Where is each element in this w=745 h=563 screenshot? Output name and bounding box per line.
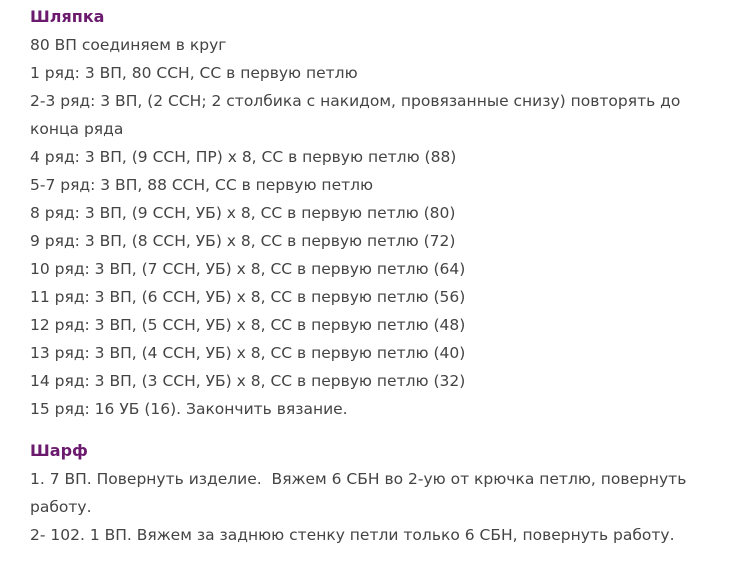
hat-instructions (30, 31, 730, 423)
hat-line: 5-7 ряд: 3 ВП, 88 ССН, СС в первую петлю (30, 176, 374, 194)
hat-line: конца ряда (30, 120, 124, 138)
scarf-instructions (30, 465, 730, 549)
hat-line: 11 ряд: 3 ВП, (6 ССН, УБ) х 8, СС в первую петлю (56) (30, 288, 466, 306)
hat-line: 4 ряд: 3 ВП, (9 ССН, ПР) х 8, СС в первую петлю (88) (30, 148, 457, 166)
hat-line: 2-3 ряд: 3 ВП, (2 ССН; 2 столбика с накидом, провязанные снизу) повторять до (30, 92, 681, 110)
hat-line: 13 ряд: 3 ВП, (4 ССН, УБ) х 8, СС в первую петлю (40) (30, 344, 466, 362)
pattern-document (30, 3, 730, 549)
hat-line: 9 ряд: 3 ВП, (8 ССН, УБ) х 8, СС в первую петлю (72) (30, 232, 456, 250)
hat-line: 10 ряд: 3 ВП, (7 ССН, УБ) х 8, СС в первую петлю (64) (30, 260, 466, 278)
hat-line: 14 ряд: 3 ВП, (3 ССН, УБ) х 8, СС в первую петлю (32) (30, 372, 466, 390)
hat-line: 12 ряд: 3 ВП, (5 ССН, УБ) х 8, СС в первую петлю (48) (30, 316, 466, 334)
scarf-line: работу. (30, 498, 92, 516)
scarf-line: 1. 7 ВП. Повернуть изделие. Вяжем 6 СБН во 2-ую от крючка петлю, повернуть (30, 470, 687, 488)
hat-line: 1 ряд: 3 ВП, 80 ССН, СС в первую петлю (30, 64, 358, 82)
hat-line: 15 ряд: 16 УБ (16). Закончить вязание. (30, 400, 348, 418)
hat-line: 80 ВП соединяем в круг (30, 36, 227, 54)
hat-line: 8 ряд: 3 ВП, (9 ССН, УБ) х 8, СС в первую петлю (80) (30, 204, 456, 222)
section-spacer (30, 423, 730, 437)
scarf-section-title: Шарф (30, 441, 88, 460)
hat-section-title: Шляпка (30, 7, 105, 26)
scarf-line: 2- 102. 1 ВП. Вяжем за заднюю стенку петли только 6 СБН, повернуть работу. (30, 526, 675, 544)
